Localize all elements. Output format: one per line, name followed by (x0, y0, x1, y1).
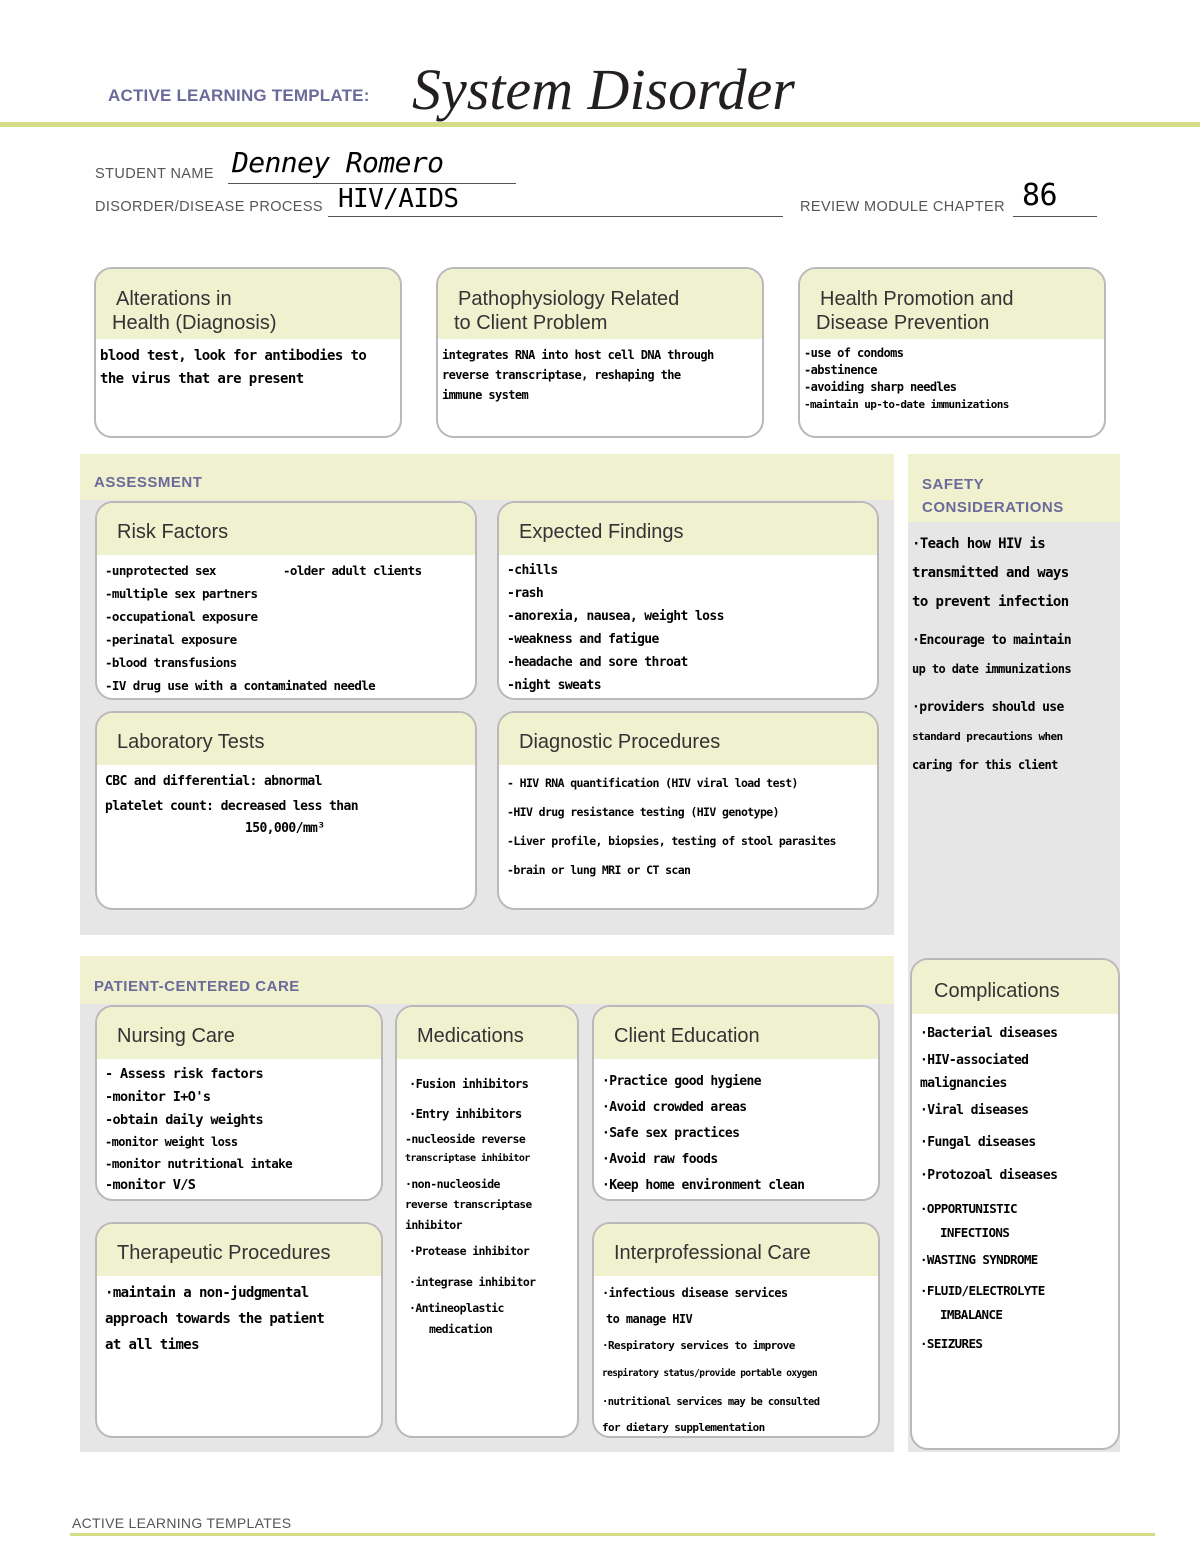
expected-findings-line: -rash (507, 586, 544, 601)
safety-title-1: SAFETY (922, 476, 985, 493)
expected-findings-line: -chills (507, 563, 558, 578)
expected-findings-line: -anorexia, nausea, weight loss (507, 609, 724, 624)
nursing-care-line: -monitor V/S (105, 1177, 196, 1193)
expected-findings-line: -headache and sore throat (507, 655, 688, 670)
assessment-label: ASSESSMENT (94, 474, 203, 491)
health-promotion-box (798, 267, 1106, 438)
disorder-label: DISORDER/DISEASE PROCESS (95, 199, 323, 215)
client-education-line: ·Avoid raw foods (602, 1152, 718, 1167)
therapeutic-procedures-line: ·maintain a non-judgmental (105, 1285, 309, 1301)
nursing-care-line: - Assess risk factors (105, 1066, 264, 1082)
complications-box (910, 958, 1120, 1450)
interprofessional-care-line: for dietary supplementation (602, 1421, 765, 1434)
therapeutic-procedures-box (95, 1222, 383, 1438)
medications-line: medication (429, 1322, 493, 1336)
expected-findings-line: -weakness and fatigue (507, 632, 659, 647)
interprofessional-care-box (592, 1222, 880, 1438)
pathophysiology-line: integrates RNA into host cell DNA through (442, 348, 714, 362)
template-label: ACTIVE LEARNING TEMPLATE: (108, 86, 370, 105)
alterations-title-2: Health (Diagnosis) (112, 312, 277, 334)
safety-line: up to date immunizations (912, 662, 1071, 676)
interprofessional-care-line: ·Respiratory services to improve (602, 1339, 795, 1352)
health-promotion-title-2: Disease Prevention (816, 312, 990, 334)
student-name-label: STUDENT NAME (95, 166, 214, 182)
complications-line: ·Bacterial diseases (920, 1026, 1058, 1041)
diagnostic-procedures-line: -HIV drug resistance testing (HIV genotype) (507, 805, 779, 819)
medications-line: ·integrase inhibitor (409, 1275, 536, 1289)
risk-factors-line: -IV drug use with a contaminated needle (105, 678, 376, 693)
chapter-label: REVIEW MODULE CHAPTER (800, 199, 1005, 215)
alterations-line: the virus that are present (100, 371, 304, 387)
disorder-field[interactable]: HIV/AIDS (338, 184, 459, 214)
expected-findings-box (497, 501, 879, 700)
safety-content (912, 530, 1118, 780)
laboratory-tests-line: platelet count: decreased less than (105, 799, 358, 814)
nursing-care-line: -monitor nutritional intake (105, 1156, 292, 1171)
laboratory-tests-line: CBC and differential: abnormal (105, 774, 322, 789)
safety-title (922, 473, 1064, 519)
student-name-field[interactable]: Denney Romero (232, 146, 444, 179)
complications-line: ·HIV-associated (920, 1053, 1029, 1068)
safety-line: ·Encourage to maintain (912, 633, 1071, 648)
client-education-box (592, 1005, 880, 1201)
disorder-line (328, 216, 783, 217)
medications-line: transcriptase inhibitor (405, 1153, 530, 1164)
pathophysiology-line: reverse transcriptase, reshaping the (442, 368, 681, 382)
therapeutic-procedures-line: at all times (105, 1337, 199, 1353)
risk-factors-title: Risk Factors (97, 503, 475, 555)
interprofessional-care-line: respiratory status/provide portable oxygen (602, 1368, 818, 1379)
pathophysiology-line: immune system (442, 388, 529, 402)
complications-line: ·Protozoal diseases (920, 1168, 1058, 1183)
complications-line: ·WASTING SYNDROME (920, 1252, 1038, 1267)
alterations-line: blood test, look for antibodies to (100, 348, 367, 364)
diagnostic-procedures-line: -brain or lung MRI or CT scan (507, 863, 691, 877)
medications-line: inhibitor (405, 1218, 462, 1232)
safety-line: standard precautions when (912, 730, 1063, 743)
medications-line: -nucleoside reverse (405, 1132, 526, 1146)
risk-factors-line: -perinatal exposure (105, 632, 237, 647)
complications-line: INFECTIONS (940, 1225, 1010, 1240)
medications-line: ·Protease inhibitor (409, 1244, 530, 1258)
chapter-field[interactable]: 86 (1022, 178, 1057, 213)
alterations-title-1: Alterations in (116, 288, 232, 310)
complications-title: Complications (912, 960, 1118, 1014)
complications-line: IMBALANCE (940, 1307, 1003, 1322)
medications-line: ·non-nucleoside (405, 1177, 500, 1191)
therapeutic-procedures-line: approach towards the patient (105, 1311, 325, 1327)
chapter-line (1013, 216, 1097, 217)
pathophysiology-title-1: Pathophysiology Related (458, 288, 680, 310)
medications-box (395, 1005, 579, 1438)
expected-findings-line: -night sweats (507, 678, 601, 693)
health-promotion-title-1: Health Promotion and (820, 288, 1014, 310)
client-education-line: ·Keep home environment clean (602, 1178, 805, 1193)
safety-line: to prevent infection (912, 594, 1069, 610)
health-promotion-line: -abstinence (804, 363, 877, 377)
nursing-care-line: -monitor I+O's (105, 1089, 211, 1105)
client-education-line: ·Practice good hygiene (602, 1074, 761, 1089)
safety-title-2: CONSIDERATIONS (922, 499, 1064, 516)
medications-line: ·Entry inhibitors (409, 1107, 522, 1121)
complications-line: ·FLUID/ELECTROLYTE (920, 1283, 1045, 1298)
medications-line: ·Antineoplastic (409, 1301, 504, 1315)
interprofessional-care-title: Interprofessional Care (594, 1224, 878, 1276)
header-divider (0, 122, 1200, 127)
page-title: System Disorder (412, 57, 795, 122)
health-promotion-line: -maintain up-to-date immunizations (804, 398, 1009, 411)
nursing-care-box (95, 1005, 383, 1201)
risk-factors-line: -multiple sex partners (105, 586, 258, 601)
medications-line: ·Fusion inhibitors (409, 1077, 529, 1091)
client-education-title: Client Education (594, 1007, 878, 1059)
laboratory-tests-title: Laboratory Tests (97, 713, 475, 765)
pathophysiology-box (436, 267, 764, 438)
nursing-care-title: Nursing Care (97, 1007, 381, 1059)
pathophysiology-title-2: to Client Problem (454, 312, 608, 334)
diagnostic-procedures-line: - HIV RNA quantification (HIV viral load test) (507, 776, 798, 790)
medications-title: Medications (397, 1007, 577, 1059)
footer-label: ACTIVE LEARNING TEMPLATES (72, 1515, 292, 1531)
safety-line: ·providers should use (912, 700, 1064, 715)
expected-findings-title: Expected Findings (499, 503, 877, 555)
health-promotion-line: -use of condoms (804, 346, 904, 360)
laboratory-tests-line: 150,000/mm³ (245, 821, 325, 836)
diagnostic-procedures-line: -Liver profile, biopsies, testing of stool parasites (507, 834, 836, 848)
interprofessional-care-line: ·infectious disease services (602, 1286, 788, 1300)
nursing-care-line: -obtain daily weights (105, 1112, 264, 1128)
client-education-line: ·Avoid crowded areas (602, 1100, 747, 1115)
footer-divider (70, 1533, 1155, 1536)
complications-line: ·SEIZURES (920, 1336, 983, 1351)
risk-factors-box (95, 501, 477, 700)
nursing-care-line: -monitor weight loss (105, 1135, 238, 1149)
alterations-box (94, 267, 402, 438)
safety-line: caring for this client (912, 758, 1058, 772)
patient-centered-care-label: PATIENT-CENTERED CARE (94, 978, 300, 995)
complications-line: ·Fungal diseases (920, 1135, 1036, 1150)
therapeutic-procedures-title: Therapeutic Procedures (97, 1224, 381, 1276)
risk-factors-line: -blood transfusions (105, 655, 237, 670)
client-education-line: ·Safe sex practices (602, 1126, 740, 1141)
medications-line: reverse transcriptase (405, 1198, 532, 1211)
risk-factors-line: -unprotected sex (105, 563, 216, 578)
diagnostic-procedures-title: Diagnostic Procedures (499, 713, 877, 765)
interprofessional-care-line: ·nutritional services may be consulted (602, 1396, 820, 1408)
complications-line: ·Viral diseases (920, 1103, 1029, 1118)
complications-line: malignancies (920, 1076, 1007, 1091)
interprofessional-care-line: to manage HIV (606, 1312, 693, 1326)
risk-factors-line: -occupational exposure (105, 609, 258, 624)
risk-factors-extra: -older adult clients (283, 563, 422, 578)
health-promotion-line: -avoiding sharp needles (804, 380, 957, 394)
laboratory-tests-box (95, 711, 477, 910)
complications-line: ·OPPORTUNISTIC (920, 1201, 1017, 1216)
diagnostic-procedures-box (497, 711, 879, 910)
safety-line: ·Teach how HIV is (912, 536, 1046, 552)
safety-line: transmitted and ways (912, 565, 1069, 581)
